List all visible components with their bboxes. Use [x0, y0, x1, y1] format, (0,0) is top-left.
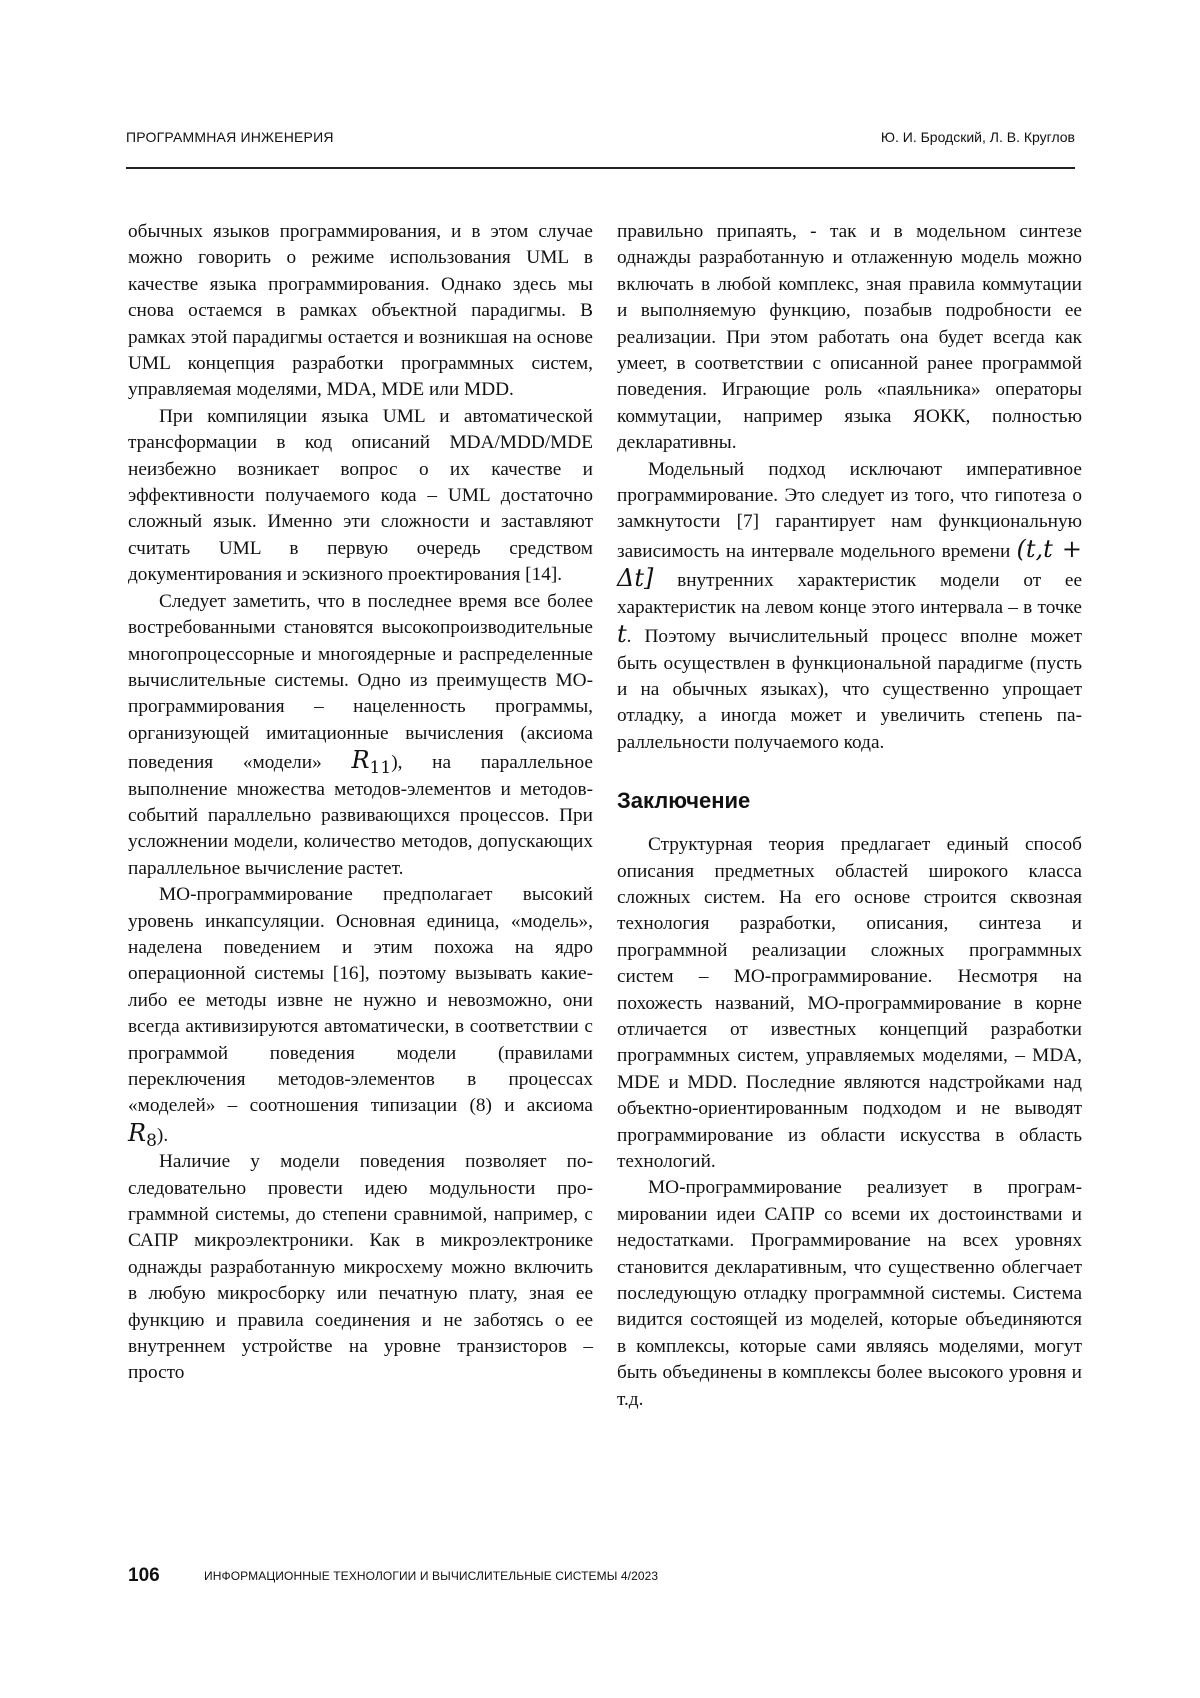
left-text-column	[128, 219, 593, 1479]
math-symbol: R	[128, 1118, 147, 1147]
right-text-column	[617, 219, 1082, 1479]
paragraph	[128, 589, 593, 882]
paragraph: Структурная теория предлагает единый способ описания предметных областей широкого класса сложных систем. На его основе строится сквозная технология разработки, описания, синтеза и программной реализации сложных программных систем – МО-программирование. Несмотря на похожесть названий, МО-программирование в корне отличается от известных концепций разработки программных систем, управляемых моделями, – MDA, MDE и MDD. Последние являются надстройками над объектно-ориентированным подходом и не выводят программирование из области искусства в область технологий.	[617, 834, 1082, 1172]
running-header	[126, 129, 1075, 149]
paragraph: При компиляции языка UML и автоматической трансформации в код описаний MDA/MDD/MDE неизбежно возникает вопрос о их качестве и эффективности получаемого кода – UML достаточно сложный язык. Именно эти сложности и заставляют считать UML в первую очередь средством документирования и эскизного проектирования [14].	[128, 405, 593, 586]
math-formula	[128, 1118, 157, 1151]
paragraph-text: ).	[156, 1124, 169, 1146]
paragraph-text: МО-программирование предполагает высокий уровень инкапсуляции. Основная единица, «модель», наделена поведением и этим похожа на ядро операционной системы [16], поэтому вызывать какие-либо ее методы извне не нужно и невозможно, они всегда активизируются автоматически, в соответствии с программой поведения модели (правилами переключения методов-элементов в процессах «моделей» – соотношения типизации (8) и аксиома	[128, 884, 593, 1117]
section-heading: Заключение	[617, 788, 751, 814]
journal-section-title: ПРОГРАММНАЯ ИНЖЕНЕРИЯ	[126, 129, 334, 145]
paragraph: обычных языков программирования, и в этом случае можно говорить о режиме использования UML в качестве языка программирования. Однако здесь мы снова остаемся в рамках объектной парадигмы. В рамках этой парадигмы остается и возникшая на основе UML концепция разработки программных систем, управляемая моделями, MDA, MDE или MDD.	[128, 221, 593, 401]
paragraph-text: . Поэтому вычислительный процесс вполне может быть осуществлен в функциональной парадигме (пусть и на обычных языках), что существенно упрощает отладку, а иногда может и увеличить степень параллельности получаемого кода.	[617, 626, 1082, 753]
math-variable: t	[617, 620, 627, 649]
paragraph-text: Следует заметить, что в последнее время все более востребованными становятся высокопроизводительные многопроцессорные и многоядерные и распределенные вычислительные системы. Одно из преимуществ МО-программирования – нацеленность программы, организующей имитационные вычисления (аксиома поведения «модели»	[128, 590, 593, 774]
article-authors: Ю. И. Бродский, Л. В. Круглов	[880, 129, 1075, 145]
page-number: 106	[128, 1565, 160, 1586]
paragraph: Наличие у модели поведения позволяет последовательно провести идею модульности программной системы, до степени сравнимой, например, с САПР микроэлектроники. Как в микроэлектронике однажды разработанную микросхему можно включить в любую микросборку или печатную плату, зная ее функцию и правила соединения и не заботясь о ее внутреннем устройстве на уровне транзисторов – просто	[128, 1151, 593, 1384]
math-symbol: R	[351, 746, 370, 775]
math-interval: (t,t + Δt]	[617, 534, 1082, 593]
math-subscript: 11	[369, 758, 392, 779]
journal-name: ИНФОРМАЦИОННЫЕ ТЕХНОЛОГИИ И ВЫЧИСЛИТЕЛЬНЫЕ СИСТЕМЫ 4/2023	[204, 1569, 659, 1583]
page-footer	[128, 1565, 1068, 1589]
header-divider	[126, 167, 1075, 169]
paragraph	[617, 457, 1082, 756]
paragraph	[128, 882, 593, 1149]
paragraph: правильно припаять, - так и в модельном синтезе однажды разработанную и отлаженную модель можно включать в любой комплекс, зная правила коммутации и выполняемую функцию, позабыв подробности ее реализации. При этом работать она будет всегда как умеет, в соответствии с описанной ранее программой поведения. Играющие роль «паяльника» операторы коммутации, например языка ЯОКК, полностью декларативны.	[617, 221, 1082, 454]
paragraph-text: Модельный подход исключают императивное программирование. Это следует из того, что гипотеза о замкнутости [7] гарантирует нам функциональную зависимость на интервале модельного времени	[617, 458, 1082, 562]
paragraph: МО-программирование реализует в программировании идеи САПР со всеми их достоинствами и недостатками. Программирование на всех уровнях становится декларативным, что существенно облегчает последующую отладку программной системы. Система видится состоящей из моделей, которые объединяются в комплексы, которые сами являясь моделями, могут быть объединены в комплексы более высокого уровня и т.д.	[617, 1177, 1082, 1410]
math-subscript: 8	[146, 1130, 157, 1151]
paragraph-text: внутренних характеристик модели от ее характеристик на левом конце этого интервала – в точке	[617, 570, 1082, 618]
math-formula	[351, 746, 392, 779]
paragraph-text: ), на параллельное выполнение множества методов-элементов и методов-событий параллельно развивающихся процессов. При усложнении модели, количество методов, допускающих параллельное вычисление растет.	[128, 752, 593, 879]
